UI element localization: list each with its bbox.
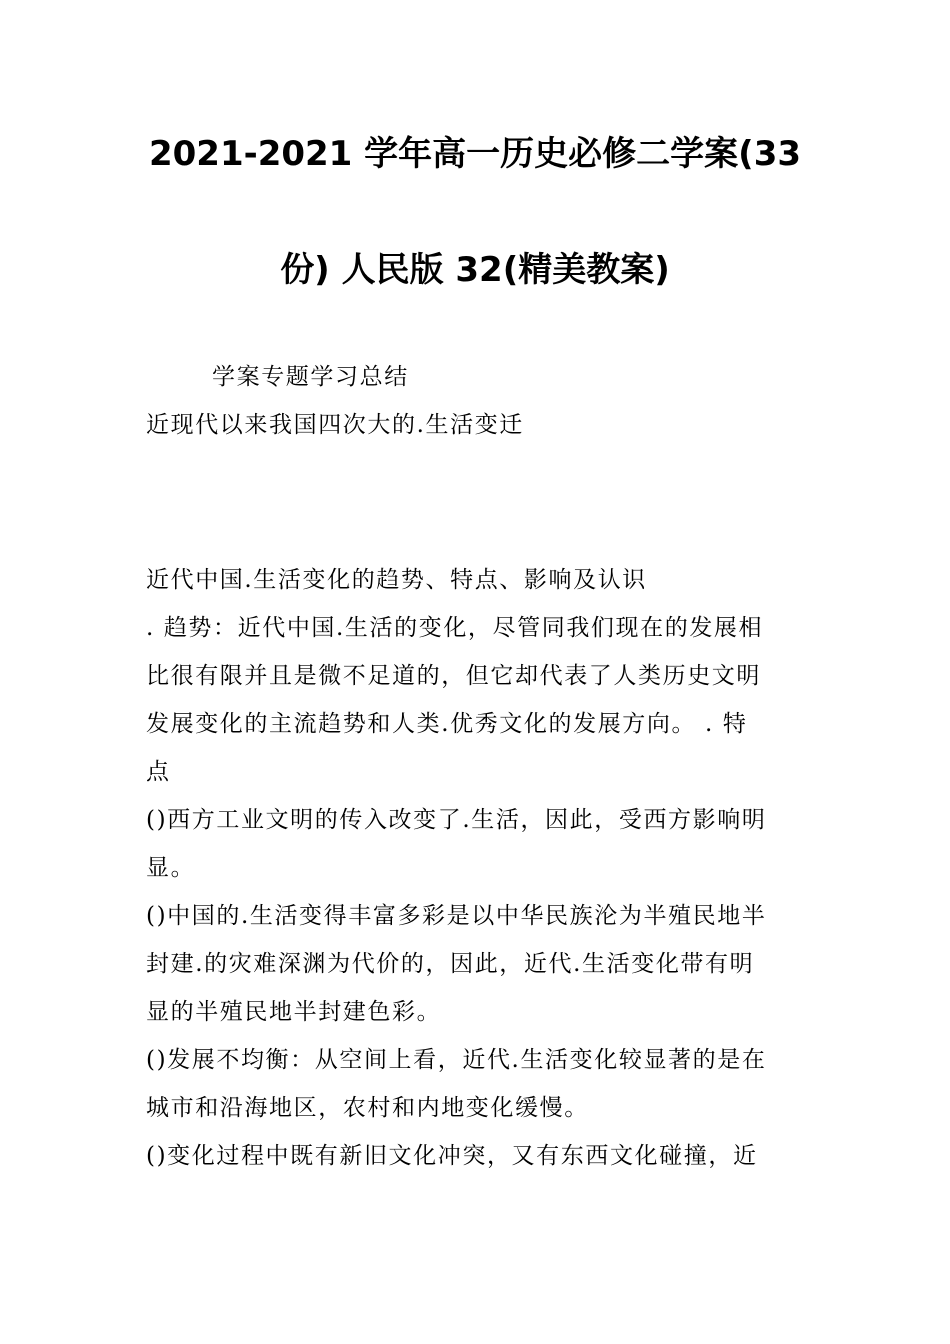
body-line: 发展变化的主流趋势和人类.优秀文化的发展方向。 . 特 [146, 711, 748, 737]
body-line: 近代中国.生活变化的趋势、特点、影响及认识 [146, 567, 647, 593]
body-line: . 趋势：近代中国.生活的变化，尽管同我们现在的发展相 [146, 615, 764, 641]
body-line: 封建.的灾难深渊为代价的，因此，近代.生活变化带有明 [146, 951, 755, 977]
document-title-line-2: 份) 人民版 32(精美教案) [280, 250, 670, 290]
body-line: 点 [146, 759, 171, 785]
body-line: ()发展不均衡：从空间上看，近代.生活变化较显著的是在 [146, 1047, 767, 1073]
body-line: 显。 [146, 855, 196, 881]
body-line: 比很有限并且是微不足道的，但它却代表了人类历史文明 [146, 663, 761, 689]
body-line: ()中国的.生活变得丰富多彩是以中华民族沦为半殖民地半 [146, 903, 767, 929]
intro-subheading: 近现代以来我国四次大的.生活变迁 [146, 412, 524, 438]
body-line: ()变化过程中既有新旧文化冲突，又有东西文化碰撞，近 [146, 1143, 758, 1169]
body-line: ()西方工业文明的传入改变了.生活，因此，受西方影响明 [146, 807, 767, 833]
body-paragraphs [146, 556, 806, 1180]
body-line: 城市和沿海地区，农村和内地变化缓慢。 [146, 1095, 589, 1121]
document-title-line-1: 2021-2021 学年高一历史必修二学案(33 [148, 134, 802, 174]
body-line: 显的半殖民地半封建色彩。 [146, 999, 442, 1025]
intro-heading: 学案专题学习总结 [212, 364, 409, 390]
